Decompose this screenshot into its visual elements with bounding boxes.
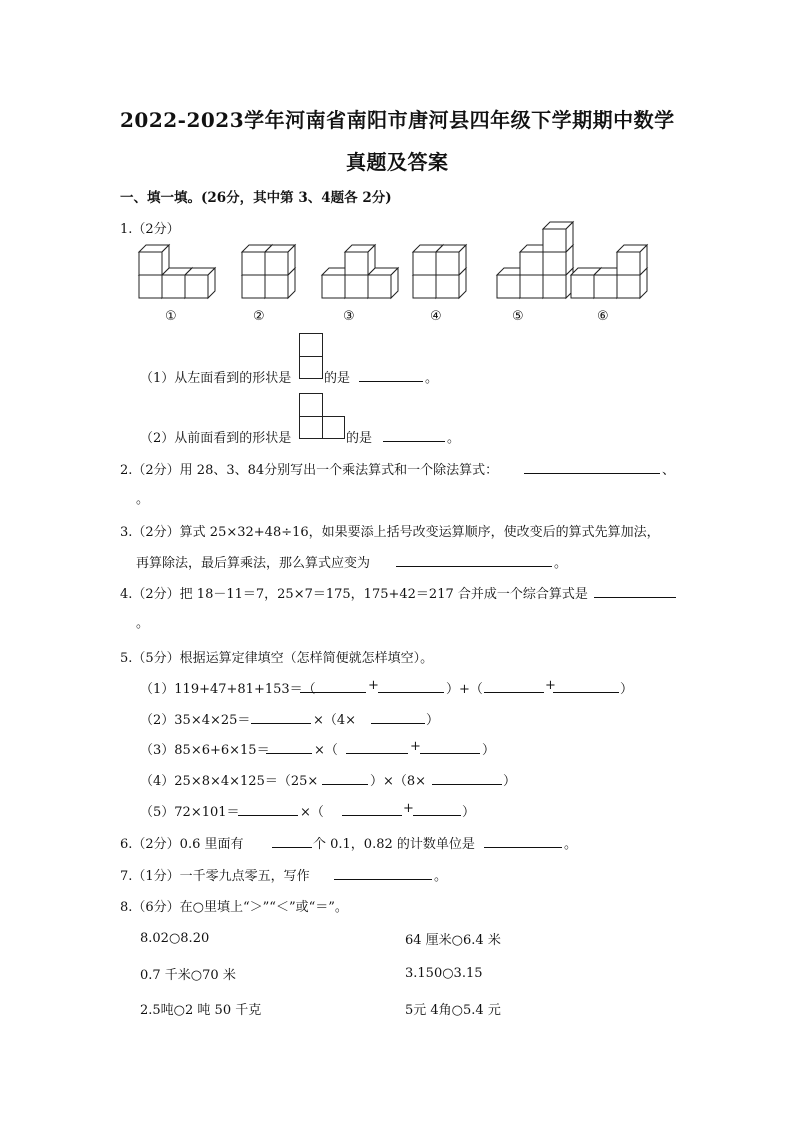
cube-figure-1-block	[185, 268, 215, 298]
figure-label-5: ⑤	[512, 309, 524, 324]
figure-label-4: ④	[430, 309, 442, 324]
figure-label-2: ②	[253, 309, 265, 324]
q2-cont: 。	[136, 492, 150, 507]
q1-sub2-text: （2）从前面看到的形状是	[140, 431, 292, 446]
q5-l5-a: （5）72×101＝	[140, 805, 240, 820]
q5-l5-end: ）	[462, 805, 476, 820]
q5-l5-blank2[interactable]	[342, 803, 402, 816]
doc-title-line2: 真题及答案	[346, 150, 449, 174]
q3-answer-blank[interactable]	[396, 554, 552, 567]
cube-figure-5-block	[543, 222, 573, 252]
q8-item-2: 64 厘米○6.4 米	[405, 933, 501, 948]
q5-l2-blank1[interactable]	[251, 711, 311, 724]
q8-item-3: 0.7 千米○70 米	[140, 968, 236, 983]
figure-label-6: ⑥	[597, 309, 609, 324]
q5-l4-b: ）×（8×	[370, 774, 427, 789]
q6-a: 6.（2分）0.6 里面有	[120, 837, 244, 852]
cube-figures	[0, 0, 794, 340]
q5-l1-a: （1）119+47+81+153＝（	[140, 682, 316, 697]
cube-figure-3-block	[368, 268, 398, 298]
cube-figure-6-block	[617, 245, 647, 275]
q1-sub2-end: 。	[447, 431, 461, 446]
q7-b: 。	[434, 869, 448, 884]
q5-l3-blank3[interactable]	[420, 741, 480, 754]
q5-l5-blank3[interactable]	[413, 803, 461, 816]
cube-figure-3-block	[345, 245, 375, 275]
left-view-shape	[299, 333, 325, 380]
q8-item-5: 2.5吨○2 吨 50 千克	[140, 1003, 262, 1018]
q1-sub1-de: 的是	[324, 371, 351, 386]
q5-l1-blank4[interactable]	[553, 680, 619, 693]
figure-label-1: ①	[165, 309, 177, 324]
q2-text: 2.（2分）用 28、3、84分别写出一个乘法算式和一个除法算式：	[120, 463, 499, 478]
q5-l1-blank2[interactable]	[378, 680, 444, 693]
q8-header: 8.（6分）在○里填上“＞”“＜”或“＝”。	[120, 900, 348, 915]
q4-cont: 。	[136, 616, 150, 631]
q8-item-6: 5元 4角○5.4 元	[405, 1003, 501, 1018]
q5-l4-c: ）	[503, 774, 517, 789]
cube-figure-2-block	[265, 245, 295, 275]
q1-sub1-answer-blank[interactable]	[359, 369, 423, 382]
q6-blank2[interactable]	[484, 835, 562, 848]
q5-l2-c: ）	[426, 713, 440, 728]
q3-line1: 3.（2分）算式 25×32+48÷16，如果要添上括号改变运算顺序，使改变后的算式先算加法，	[120, 525, 660, 540]
q5-l3-plus: +	[410, 739, 421, 754]
q5-header: 5.（5分）根据运算定律填空（怎样简便就怎样填空）。	[120, 651, 434, 666]
q3-end: 。	[554, 556, 568, 571]
q5-l1-mid: ）+（	[446, 682, 483, 697]
cube-figure-4-block	[436, 245, 466, 275]
q1-sub2-answer-blank[interactable]	[383, 429, 445, 442]
q5-l5-b: ×（	[300, 805, 324, 820]
q5-l3-blank1[interactable]	[266, 741, 312, 754]
q6-blank1[interactable]	[272, 835, 312, 848]
q5-l1-blank1[interactable]	[300, 680, 366, 693]
q5-l1-plus2: +	[545, 678, 556, 693]
q8-item-1: 8.02○8.20	[140, 931, 210, 946]
cube-figure-1-block	[139, 245, 169, 275]
q5-l1-plus1: +	[368, 678, 379, 693]
q5-l3-a: （3）85×6+6×15＝	[140, 743, 270, 758]
q1-sub1-end: 。	[425, 371, 439, 386]
q5-l2-b: ×（4×	[313, 713, 357, 728]
q5-l3-end: ）	[482, 743, 496, 758]
section-header: 一、填一填。(26分，其中第 3、4题各 2分)	[120, 190, 392, 206]
q8-item-4: 3.150○3.15	[405, 966, 483, 981]
q1-header: 1.（2分）	[120, 222, 180, 237]
q5-l5-plus: +	[403, 801, 414, 816]
q5-l1-end: ）	[620, 682, 634, 697]
q2-tail: 、	[662, 463, 676, 478]
figure-label-3: ③	[343, 309, 355, 324]
q4-answer-blank[interactable]	[594, 585, 676, 598]
q5-l4-blank2[interactable]	[432, 772, 502, 785]
q6-b: 个 0.1，0.82 的计数单位是	[313, 837, 475, 852]
q2-answer-blank[interactable]	[524, 461, 660, 474]
q1-sub1-text: （1）从左面看到的形状是	[140, 371, 292, 386]
q7-a: 7.（1分）一千零九点零五，写作	[120, 869, 310, 884]
q4-line1: 4.（2分）把 18－11＝7，25×7＝175，175+42＝217 合并成一个综合算式是	[120, 587, 588, 602]
front-view-shape	[299, 393, 347, 440]
q7-blank[interactable]	[334, 867, 432, 880]
q1-sub2-de: 的是	[346, 431, 373, 446]
q5-l1-blank3[interactable]	[484, 680, 544, 693]
q5-l3-blank2[interactable]	[346, 741, 408, 754]
q5-l3-b: ×（	[314, 743, 338, 758]
q3-line2: 再算除法，最后算乘法，那么算式应变为	[136, 556, 371, 571]
q5-l4-blank1[interactable]	[322, 772, 368, 785]
q5-l5-blank1[interactable]	[238, 803, 298, 816]
q6-c: 。	[564, 837, 578, 852]
doc-title-line1: 2022-2023学年河南省南阳市唐河县四年级下学期期中数学	[120, 108, 675, 132]
q5-l4-a: （4）25×8×4×125＝（25×	[140, 774, 319, 789]
q5-l2-blank2[interactable]	[371, 711, 425, 724]
q5-l2-a: （2）35×4×25＝	[140, 713, 251, 728]
